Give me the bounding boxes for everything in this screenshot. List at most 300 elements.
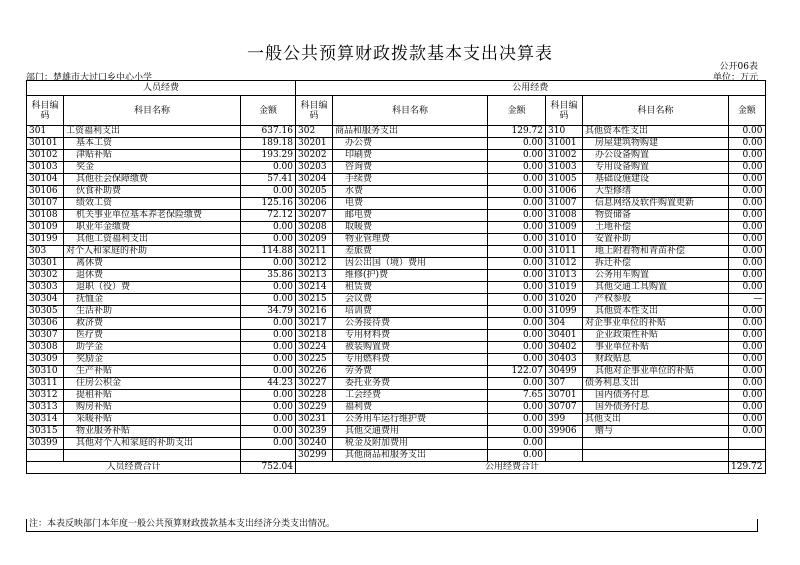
subject-name: 住房公积金 — [64, 378, 241, 390]
table-row — [27, 402, 766, 414]
amount: 0.00 — [729, 198, 766, 210]
subject-name: 手续费 — [333, 174, 488, 186]
amount: 0.00 — [241, 390, 296, 402]
amount: 0.00 — [241, 294, 296, 306]
column-header-amount: 金额 — [488, 96, 546, 126]
amount — [729, 438, 766, 450]
subject-name: 大型修缮 — [583, 186, 729, 198]
amount: 0.00 — [488, 426, 546, 438]
subject-code: 30218 — [296, 330, 333, 342]
subject-code: 30315 — [27, 426, 64, 438]
unit-label: 单位：万元 — [712, 73, 758, 83]
table-row — [27, 210, 766, 222]
subject-name: 培训费 — [333, 306, 488, 318]
subject-name: 其他对个人和家庭的补助支出 — [64, 438, 241, 450]
amount: 0.00 — [488, 270, 546, 282]
subject-name: 安置补助 — [583, 234, 729, 246]
subject-name: 对企事业单位的补贴 — [583, 318, 729, 330]
subject-name: 租赁费 — [333, 282, 488, 294]
subject-name: 维修(护)费 — [333, 270, 488, 282]
table-row — [27, 270, 766, 282]
subject-code: 30309 — [27, 354, 64, 366]
subject-code — [546, 450, 583, 462]
subject-name: 抚恤金 — [64, 294, 241, 306]
department-label: 部门：楚雄市大过口乡中心小学 — [26, 73, 153, 83]
column-header-code: 科目编码 — [546, 96, 583, 126]
amount: 0.00 — [729, 174, 766, 186]
subject-code: 31006 — [546, 186, 583, 198]
subject-name: 其他工资福利支出 — [64, 234, 241, 246]
amount: 125.16 — [241, 198, 296, 210]
subject-name: 事业单位补贴 — [583, 342, 729, 354]
amount: 0.00 — [488, 438, 546, 450]
expenditure-table — [26, 80, 766, 474]
subject-code: 30107 — [27, 198, 64, 210]
subject-code: 30216 — [296, 306, 333, 318]
subject-name — [64, 450, 241, 462]
subject-code: 31020 — [546, 294, 583, 306]
amount: 0.00 — [241, 342, 296, 354]
subject-code: 31007 — [546, 198, 583, 210]
subject-code: 30302 — [27, 270, 64, 282]
report-title: 一般公共预算财政拨款基本支出决算表 — [247, 44, 553, 64]
subject-code: 301 — [27, 126, 64, 138]
subject-name: 其他对企事业单位的补贴 — [583, 366, 729, 378]
subject-code: 30403 — [546, 354, 583, 366]
subject-code: 30707 — [546, 402, 583, 414]
subject-code: 30231 — [296, 414, 333, 426]
table-row — [27, 438, 766, 450]
subject-code: 30228 — [296, 390, 333, 402]
subject-name: 会议费 — [333, 294, 488, 306]
amount: 0.00 — [241, 258, 296, 270]
table-row — [27, 150, 766, 162]
subject-code: 30214 — [296, 282, 333, 294]
amount: 0.00 — [729, 258, 766, 270]
subject-code: 30212 — [296, 258, 333, 270]
column-header-name: 科目名称 — [583, 96, 729, 126]
amount: 637.16 — [241, 126, 296, 138]
subject-code: 30201 — [296, 138, 333, 150]
subject-name: 物业管理费 — [333, 234, 488, 246]
subject-code: 30240 — [296, 438, 333, 450]
subject-name: 财政贴息 — [583, 354, 729, 366]
subject-name: 电费 — [333, 198, 488, 210]
amount: 0.00 — [729, 378, 766, 390]
section-personnel: 人员经费 — [27, 81, 296, 96]
amount: 0.00 — [729, 126, 766, 138]
subject-code: 30304 — [27, 294, 64, 306]
amount: 0.00 — [241, 234, 296, 246]
column-header-code: 科目编码 — [296, 96, 333, 126]
subject-name: 助学金 — [64, 342, 241, 354]
subject-name: 其他商品和服务支出 — [333, 450, 488, 462]
subject-name: 退职（役）费 — [64, 282, 241, 294]
amount: 129.72 — [488, 126, 546, 138]
subject-code: 30229 — [296, 402, 333, 414]
amount: 0.00 — [729, 306, 766, 318]
subject-code: 31003 — [546, 162, 583, 174]
subject-name: 离休费 — [64, 258, 241, 270]
table-row — [27, 294, 766, 306]
subject-name: 办公设备购置 — [583, 150, 729, 162]
subject-name: 购房补贴 — [64, 402, 241, 414]
table-row — [27, 222, 766, 234]
subject-code: 30310 — [27, 366, 64, 378]
subject-name: 其他交通工具购置 — [583, 282, 729, 294]
amount: 0.00 — [488, 258, 546, 270]
subject-code: 307 — [546, 378, 583, 390]
subject-name: 国外债务付息 — [583, 402, 729, 414]
column-header-name: 科目名称 — [64, 96, 241, 126]
table-row — [27, 318, 766, 330]
subject-code: 30312 — [27, 390, 64, 402]
amount: 34.79 — [241, 306, 296, 318]
subject-name: 取暖费 — [333, 222, 488, 234]
amount: 0.00 — [729, 318, 766, 330]
total-personnel-value: 752.04 — [241, 462, 296, 474]
table-row — [27, 186, 766, 198]
amount: 0.00 — [729, 282, 766, 294]
subject-name: 国内债务付息 — [583, 390, 729, 402]
subject-name: 职业年金缴费 — [64, 222, 241, 234]
subject-code: 303 — [27, 246, 64, 258]
subject-code: 31002 — [546, 150, 583, 162]
amount: 0.00 — [488, 282, 546, 294]
subject-code: 30225 — [296, 354, 333, 366]
amount: 193.29 — [241, 150, 296, 162]
subject-code: 30301 — [27, 258, 64, 270]
subject-name: 因公出国（境）费用 — [333, 258, 488, 270]
table-row — [27, 390, 766, 402]
amount: — — [729, 294, 766, 306]
subject-code: 30401 — [546, 330, 583, 342]
amount: 0.00 — [729, 402, 766, 414]
subject-name: 差旅费 — [333, 246, 488, 258]
table-row — [27, 126, 766, 138]
amount: 122.07 — [488, 366, 546, 378]
subject-code: 30314 — [27, 414, 64, 426]
amount: 0.00 — [241, 354, 296, 366]
subject-code: 30308 — [27, 342, 64, 354]
subject-name: 物资储备 — [583, 210, 729, 222]
amount: 7.65 — [488, 390, 546, 402]
column-header-code: 科目编码 — [27, 96, 64, 126]
subject-name: 物业服务补贴 — [64, 426, 241, 438]
subject-code: 31011 — [546, 246, 583, 258]
amount: 0.00 — [488, 330, 546, 342]
subject-name: 税金及附加费用 — [333, 438, 488, 450]
footnote: 注：本表反映部门本年度一般公共预算财政拨款基本支出经济分类支出情况。 — [26, 519, 758, 532]
amount: 0.00 — [241, 318, 296, 330]
amount: 0.00 — [241, 402, 296, 414]
amount: 0.00 — [729, 414, 766, 426]
subject-code — [546, 438, 583, 450]
subject-name: 信息网络及软件购置更新 — [583, 198, 729, 210]
table-row — [27, 342, 766, 354]
subject-code: 39906 — [546, 426, 583, 438]
subject-code: 31008 — [546, 210, 583, 222]
amount: 0.00 — [729, 426, 766, 438]
subject-name: 委托业务费 — [333, 378, 488, 390]
subject-code: 30207 — [296, 210, 333, 222]
subject-name: 商品和服务支出 — [333, 126, 488, 138]
subject-code: 30307 — [27, 330, 64, 342]
amount: 0.00 — [488, 402, 546, 414]
subject-code: 30299 — [296, 450, 333, 462]
subject-name: 地上附着物和青苗补偿 — [583, 246, 729, 258]
amount: 0.00 — [729, 270, 766, 282]
subject-code: 30303 — [27, 282, 64, 294]
subject-name: 工会经费 — [333, 390, 488, 402]
subject-code: 30108 — [27, 210, 64, 222]
subject-name: 办公费 — [333, 138, 488, 150]
subject-name: 奖金 — [64, 162, 241, 174]
total-public-label: 公用经费合计 — [296, 462, 729, 474]
subject-name — [583, 450, 729, 462]
subject-code: 30199 — [27, 234, 64, 246]
subject-code: 31012 — [546, 258, 583, 270]
amount: 72.12 — [241, 210, 296, 222]
column-header-amount: 金额 — [729, 96, 766, 126]
subject-code: 30104 — [27, 174, 64, 186]
amount: 0.00 — [488, 318, 546, 330]
subject-name: 房屋建筑物购建 — [583, 138, 729, 150]
table-row — [27, 366, 766, 378]
amount: 0.00 — [729, 150, 766, 162]
subject-code: 30206 — [296, 198, 333, 210]
amount: 0.00 — [241, 438, 296, 450]
subject-code: 30313 — [27, 402, 64, 414]
table-row — [27, 174, 766, 186]
amount: 0.00 — [488, 210, 546, 222]
subject-name: 企业政策性补贴 — [583, 330, 729, 342]
amount: 0.00 — [729, 234, 766, 246]
amount: 0.00 — [488, 174, 546, 186]
amount: 0.00 — [241, 162, 296, 174]
subject-name — [583, 438, 729, 450]
subject-code: 30215 — [296, 294, 333, 306]
amount: 0.00 — [488, 186, 546, 198]
subject-code: 399 — [546, 414, 583, 426]
amount: 0.00 — [729, 162, 766, 174]
table-row — [27, 378, 766, 390]
subject-code: 30202 — [296, 150, 333, 162]
subject-code: 30208 — [296, 222, 333, 234]
amount: 44.23 — [241, 378, 296, 390]
amount: 0.00 — [729, 138, 766, 150]
table-row — [27, 162, 766, 174]
amount: 0.00 — [488, 198, 546, 210]
amount: 0.00 — [241, 330, 296, 342]
subject-code: 30209 — [296, 234, 333, 246]
table-row — [27, 282, 766, 294]
subject-code: 30306 — [27, 318, 64, 330]
subject-code: 302 — [296, 126, 333, 138]
amount: 57.41 — [241, 174, 296, 186]
section-public: 公用经费 — [296, 81, 766, 96]
subject-code: 31001 — [546, 138, 583, 150]
subject-code: 30213 — [296, 270, 333, 282]
subject-name: 福利费 — [333, 402, 488, 414]
table-row — [27, 426, 766, 438]
table-row — [27, 234, 766, 246]
subject-code: 30399 — [27, 438, 64, 450]
subject-code: 30205 — [296, 186, 333, 198]
subject-name: 伙食补助费 — [64, 186, 241, 198]
amount: 0.00 — [488, 246, 546, 258]
subject-name: 退休费 — [64, 270, 241, 282]
subject-name: 赠与 — [583, 426, 729, 438]
table-row — [27, 354, 766, 366]
subject-name: 印刷费 — [333, 150, 488, 162]
subject-code: 31019 — [546, 282, 583, 294]
subject-code: 310 — [546, 126, 583, 138]
amount: 0.00 — [729, 330, 766, 342]
subject-name: 其他资本性支出 — [583, 306, 729, 318]
table-row — [27, 414, 766, 426]
subject-name: 专用材料费 — [333, 330, 488, 342]
amount: 0.00 — [488, 342, 546, 354]
subject-code: 30106 — [27, 186, 64, 198]
subject-code: 30239 — [296, 426, 333, 438]
amount: 0.00 — [729, 210, 766, 222]
subject-name: 劳务费 — [333, 366, 488, 378]
amount: 0.00 — [729, 186, 766, 198]
subject-name: 采暖补贴 — [64, 414, 241, 426]
subject-name: 拆迁补偿 — [583, 258, 729, 270]
amount: 114.88 — [241, 246, 296, 258]
subject-name: 工资福利支出 — [64, 126, 241, 138]
amount: 0.00 — [488, 306, 546, 318]
subject-name: 土地补偿 — [583, 222, 729, 234]
subject-code: 31013 — [546, 270, 583, 282]
subject-name: 专用设备购置 — [583, 162, 729, 174]
amount: 0.00 — [241, 426, 296, 438]
amount: 0.00 — [729, 390, 766, 402]
subject-name: 生活补助 — [64, 306, 241, 318]
subject-code: 31005 — [546, 174, 583, 186]
amount: 35.86 — [241, 270, 296, 282]
subject-name: 津贴补贴 — [64, 150, 241, 162]
amount: 0.00 — [729, 222, 766, 234]
subject-code: 30226 — [296, 366, 333, 378]
column-header-name: 科目名称 — [333, 96, 488, 126]
amount: 189.18 — [241, 138, 296, 150]
subject-name: 救济费 — [64, 318, 241, 330]
subject-code — [27, 450, 64, 462]
subject-code: 30109 — [27, 222, 64, 234]
subject-code: 30402 — [546, 342, 583, 354]
table-row — [27, 330, 766, 342]
subject-code: 31010 — [546, 234, 583, 246]
amount: 0.00 — [729, 354, 766, 366]
subject-code: 30101 — [27, 138, 64, 150]
subject-code: 30701 — [546, 390, 583, 402]
subject-name: 其他交通费用 — [333, 426, 488, 438]
form-code: 公开06表 — [719, 62, 758, 72]
totals-row — [27, 462, 766, 474]
table-row — [27, 246, 766, 258]
subject-name: 绩效工资 — [64, 198, 241, 210]
subject-name: 基础设施建设 — [583, 174, 729, 186]
amount: 0.00 — [488, 294, 546, 306]
subject-name: 对个人和家庭的补助 — [64, 246, 241, 258]
subject-code: 30217 — [296, 318, 333, 330]
amount: 0.00 — [488, 162, 546, 174]
amount: 0.00 — [241, 414, 296, 426]
amount — [241, 450, 296, 462]
total-personnel-label: 人员经费合计 — [27, 462, 241, 474]
subject-name: 水费 — [333, 186, 488, 198]
subject-code: 30203 — [296, 162, 333, 174]
subject-name: 专用燃料费 — [333, 354, 488, 366]
subject-name: 公务接待费 — [333, 318, 488, 330]
amount: 0.00 — [488, 378, 546, 390]
amount: 0.00 — [488, 138, 546, 150]
amount: 0.00 — [729, 342, 766, 354]
amount: 0.00 — [488, 414, 546, 426]
amount: 0.00 — [488, 354, 546, 366]
column-header-amount: 金额 — [241, 96, 296, 126]
subject-code: 30204 — [296, 174, 333, 186]
subject-code: 30499 — [546, 366, 583, 378]
subject-name: 其他支出 — [583, 414, 729, 426]
subject-name: 基本工资 — [64, 138, 241, 150]
amount: 0.00 — [241, 222, 296, 234]
subject-code: 30227 — [296, 378, 333, 390]
amount: 0.00 — [241, 366, 296, 378]
subject-name: 奖励金 — [64, 354, 241, 366]
subject-code: 30305 — [27, 306, 64, 318]
amount: 0.00 — [488, 150, 546, 162]
subject-name: 债务利息支出 — [583, 378, 729, 390]
table-row — [27, 306, 766, 318]
table-row — [27, 138, 766, 150]
subject-code: 30224 — [296, 342, 333, 354]
subject-code: 30311 — [27, 378, 64, 390]
subject-name: 机关事业单位基本养老保险缴费 — [64, 210, 241, 222]
subject-code: 30102 — [27, 150, 64, 162]
subject-name: 提租补贴 — [64, 390, 241, 402]
subject-name: 邮电费 — [333, 210, 488, 222]
amount: 0.00 — [241, 282, 296, 294]
amount: 0.00 — [729, 246, 766, 258]
subject-name: 公务用车购置 — [583, 270, 729, 282]
subject-name: 公务用车运行维护费 — [333, 414, 488, 426]
amount: 0.00 — [241, 186, 296, 198]
subject-name: 被装购置费 — [333, 342, 488, 354]
total-public-value: 129.72 — [729, 462, 766, 474]
amount: 0.00 — [729, 366, 766, 378]
subject-code: 30211 — [296, 246, 333, 258]
subject-name: 其他资本性支出 — [583, 126, 729, 138]
subject-code: 31099 — [546, 306, 583, 318]
subject-name: 其他社会保障缴费 — [64, 174, 241, 186]
amount: 0.00 — [488, 222, 546, 234]
subject-name: 医疗费 — [64, 330, 241, 342]
subject-code: 31009 — [546, 222, 583, 234]
amount: 0.00 — [488, 234, 546, 246]
amount: 0.00 — [488, 450, 546, 462]
table-row — [27, 198, 766, 210]
subject-name: 生产补贴 — [64, 366, 241, 378]
table-row — [27, 258, 766, 270]
table-row — [27, 450, 766, 462]
subject-code: 304 — [546, 318, 583, 330]
subject-name: 咨询费 — [333, 162, 488, 174]
amount — [729, 450, 766, 462]
